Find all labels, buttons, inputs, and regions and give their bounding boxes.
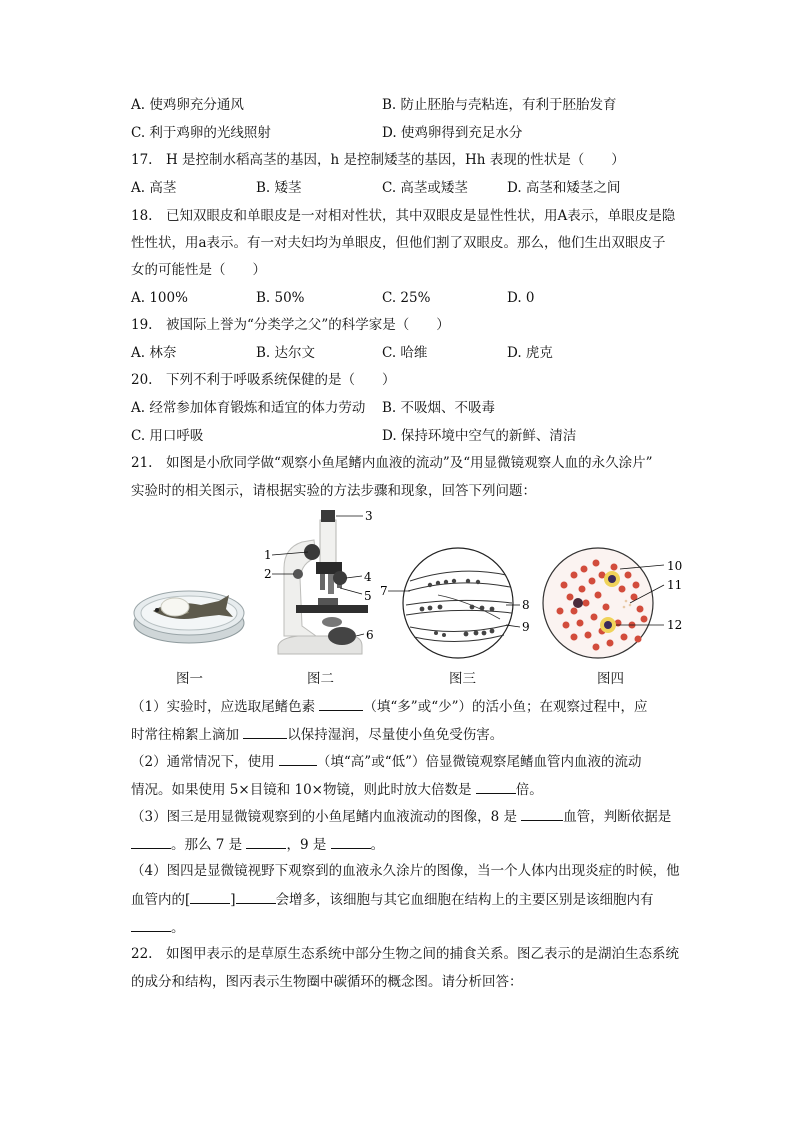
q18-option-c: C. 25% (382, 290, 431, 306)
q18-stem-line-3: 女的可能性是（ ） (131, 262, 266, 278)
q21-stem-line-2: 实验时的相关图示，请根据实验的方法步骤和现象，回答下列问题： (131, 483, 536, 499)
q19-option-a: A. 林奈 (131, 345, 177, 361)
q21-stem-line-1: 21. 如图是小欣同学做“观察小鱼尾鳍内血液的流动”及“用显微镜观察人血的永久涂片” (131, 455, 653, 471)
q19-option-d: D. 虎克 (507, 345, 553, 361)
caption-figure-4: 图四 (597, 671, 624, 687)
caption-figure-2: 图二 (307, 671, 334, 687)
label-8: 8 (522, 598, 530, 612)
q20-stem: 20. 下列不利于呼吸系统保健的是（ ） (131, 372, 396, 388)
label-5: 5 (364, 589, 372, 603)
q21-sub4-blank-1[interactable] (190, 889, 230, 904)
q18-option-b: B. 50% (256, 290, 305, 306)
q21-sub3-blank-4[interactable] (331, 834, 371, 849)
q17-stem: 17. H 是控制水稻高茎的基因，h 是控制矮茎的基因，Hh 表现的性状是（ ） (131, 152, 625, 168)
q21-sub2-line-1: （2）通常情况下，使用 （填“高”或“低”）倍显微镜观察尾鳍血管内血液的流动 (131, 751, 642, 772)
label-6: 6 (366, 628, 374, 642)
q17-option-b: B. 矮茎 (256, 180, 302, 196)
q19-option-b: B. 达尔文 (256, 345, 316, 361)
label-3: 3 (365, 509, 373, 523)
figure-3-blood-flow (378, 545, 538, 663)
q21-sub3-line-2: 。那么 7 是 ，9 是 。 (131, 834, 384, 855)
q21-sub3-blank-3[interactable] (246, 834, 286, 849)
q18-stem-line-1: 18. 已知双眼皮和单眼皮是一对相对性状，其中双眼皮是显性性状，用A表示，单眼皮是隐 (131, 208, 676, 224)
q21-sub3-line-1: （3）图三是用显微镜观察到的小鱼尾鳍内血液流动的图像，8 是 血管，判断依据是 (131, 806, 671, 827)
q18-stem-line-2: 性性状，用a表示。有一对夫妇均为单眼皮，但他们割了双眼皮。那么，他们生出双眼皮子 (131, 235, 666, 251)
q21-sub4-line-1: （4）图四是显微镜视野下观察到的血液永久涂片的图像，当一个人体内出现炎症的时候，他 (131, 863, 680, 879)
q21-sub2-blank-1[interactable] (279, 751, 317, 766)
figure-2-microscope (258, 508, 378, 660)
q20-option-d: D. 保持环境中空气的新鲜、清洁 (382, 428, 577, 444)
q21-sub1-line-2: 时常往棉絮上滴加 以保持湿润，尽量使小鱼免受伤害。 (131, 724, 503, 745)
q16-option-a: A. 使鸡卵充分通风 (131, 97, 244, 113)
q21-sub3-blank-2[interactable] (131, 834, 171, 849)
q21-sub2-blank-2[interactable] (476, 779, 516, 794)
figure-4-blood-smear (540, 545, 690, 663)
q22-stem-line-2: 的成分和结构，图丙表示生物圈中碳循环的概念图。请分析回答： (131, 974, 523, 990)
q20-option-c: C. 用口呼吸 (131, 428, 204, 444)
label-11: 11 (667, 578, 683, 592)
label-9: 9 (522, 620, 530, 634)
q21-sub4-line-3: 。 (131, 917, 185, 938)
label-10: 10 (667, 559, 683, 573)
q20-option-a: A. 经常参加体育锻炼和适宜的体力劳动 (131, 400, 366, 416)
label-7: 7 (380, 584, 388, 598)
label-12: 12 (667, 618, 683, 632)
q21-sub1-blank-1[interactable] (319, 696, 363, 711)
q21-sub1-line-1: （1）实验时，应选取尾鳍色素 （填“多”或“少”）的活小鱼；在观察过程中，应 (131, 696, 648, 717)
q16-option-b: B. 防止胚胎与壳粘连，有利于胚胎发育 (382, 97, 617, 113)
q17-option-a: A. 高茎 (131, 180, 177, 196)
q19-stem: 19. 被国际上誉为“分类学之父”的科学家是（ ） (131, 317, 450, 333)
q17-option-c: C. 高茎或矮茎 (382, 180, 468, 196)
q22-stem-line-1: 22. 如图甲表示的是草原生态系统中部分生物之间的捕食关系。图乙表示的是湖泊生态系统 (131, 946, 679, 962)
caption-figure-3: 图三 (449, 671, 476, 687)
label-2: 2 (264, 567, 272, 581)
label-1: 1 (264, 548, 272, 562)
q21-sub1-blank-2[interactable] (243, 724, 287, 739)
q19-option-c: C. 哈维 (382, 345, 428, 361)
q21-sub4-blank-3[interactable] (131, 917, 171, 932)
figure-1-fish-dish (131, 565, 247, 647)
q21-sub2-line-2: 情况。如果使用 5×目镜和 10×物镜，则此时放大倍数是 倍。 (131, 779, 543, 800)
q16-option-c: C. 利于鸡卵的光线照射 (131, 125, 271, 141)
q20-option-b: B. 不吸烟、不吸毒 (382, 400, 496, 416)
q18-option-a: A. 100% (131, 290, 188, 306)
q17-option-d: D. 高茎和矮茎之间 (507, 180, 621, 196)
label-4: 4 (364, 570, 372, 584)
q16-option-d: D. 使鸡卵得到充足水分 (382, 125, 523, 141)
q18-option-d: D. 0 (507, 290, 535, 306)
caption-figure-1: 图一 (176, 671, 203, 687)
q21-sub3-blank-1[interactable] (521, 806, 563, 821)
q21-sub4-blank-2[interactable] (236, 889, 276, 904)
q21-sub4-line-2: 血管内的[ ] 会增多，该细胞与其它血细胞在结构上的主要区别是该细胞内有 (131, 889, 654, 910)
